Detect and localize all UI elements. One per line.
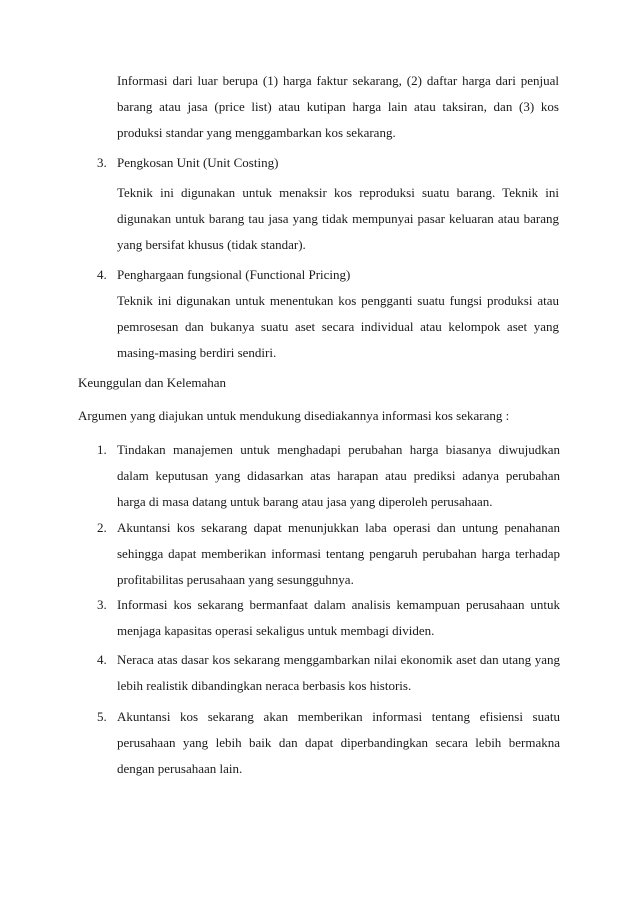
argument-number: 5.	[97, 709, 107, 724]
argument-number: 2.	[97, 520, 107, 535]
method-title: Penghargaan fungsional (Functional Pricing)	[117, 267, 351, 282]
argument-text: Akuntansi kos sekarang akan memberikan informasi tentang efisiensi suatu perusahaan yang lebih baik dan dapat diperbandingkan secara lebih bermakna dengan perusahaan lain.	[117, 709, 560, 776]
method-title: Pengkosan Unit (Unit Costing)	[117, 155, 279, 170]
method-description: Teknik ini digunakan untuk menentukan kos pengganti suatu fungsi produksi atau pemrosesan dan bukanya suatu aset secara individual atau kelompok aset yang masing-masing berdiri sendiri.	[117, 293, 559, 360]
argument-number: 4.	[97, 652, 107, 667]
method-number: 3.	[97, 155, 107, 170]
argument-text: Neraca atas dasar kos sekarang menggambarkan nilai ekonomik aset dan utang yang lebih realistik dibandingkan neraca berbasis kos historis.	[117, 652, 560, 693]
method-description: Teknik ini digunakan untuk menaksir kos reproduksi suatu barang. Teknik ini digunakan untuk barang tau jasa yang tidak mempunyai pasar keluaran atau barang yang bersifat khusus (tidak standar).	[117, 185, 559, 252]
section-heading: Keunggulan dan Kelemahan	[78, 375, 227, 390]
top-paragraph: Informasi dari luar berupa (1) harga faktur sekarang, (2) daftar harga dari penjual barang atau jasa (price list) atau kutipan harga lain atau taksiran, dan (3) kos produksi standar yang menggambarkan kos sekarang.	[117, 73, 559, 140]
argument-number: 1.	[97, 442, 107, 457]
intro-sentence: Argumen yang diajukan untuk mendukung disediakannya informasi kos sekarang :	[78, 408, 510, 423]
argument-text: Informasi kos sekarang bermanfaat dalam analisis kemampuan perusahaan untuk menjaga kapasitas operasi sekaligus untuk membagi dividen.	[117, 597, 560, 638]
method-number: 4.	[97, 267, 107, 282]
argument-number: 3.	[97, 597, 107, 612]
argument-text: Akuntansi kos sekarang dapat menunjukkan laba operasi dan untung penahanan sehingga dapat memberikan informasi tentang pengaruh perubahan harga terhadap profitabilitas perusahaan yang sesungguhnya.	[117, 520, 560, 587]
argument-text: Tindakan manajemen untuk menghadapi perubahan harga biasanya diwujudkan dalam keputusan yang didasarkan atas harapan atau prediksi adanya perubahan harga di masa datang untuk barang atau jasa yang diperoleh perusahaan.	[117, 442, 560, 509]
